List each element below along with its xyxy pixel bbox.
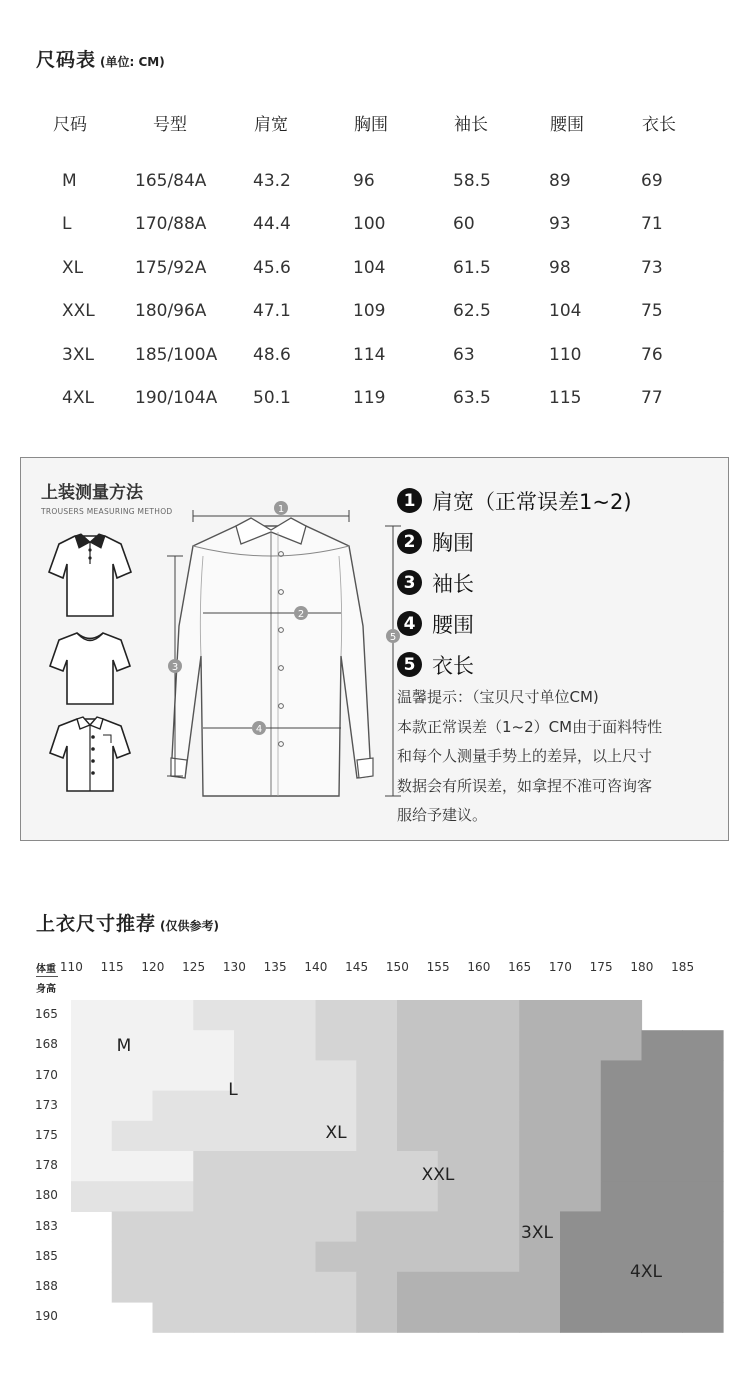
zone-label-4xl: 4XL: [630, 1262, 662, 1282]
zone-cell-l: [275, 1060, 316, 1091]
zone-cell-xxl: [397, 1121, 438, 1152]
zone-label-xxl: XXL: [421, 1165, 455, 1185]
zone-cell-l: [112, 1121, 153, 1152]
weight-tick: 130: [222, 960, 246, 974]
height-tick: 190: [35, 1309, 58, 1324]
zone-cell-3xl: [479, 1302, 520, 1333]
weight-tick: 115: [100, 960, 124, 974]
zone-cell-4xl: [560, 1272, 601, 1303]
table-cell: 104: [353, 258, 386, 278]
zone-cell-l: [316, 1060, 357, 1091]
zone-cell-xl: [316, 1151, 357, 1182]
zone-cell-4xl: [601, 1121, 642, 1152]
recommend-subtitle: (仅供参考): [160, 919, 219, 933]
table-cell: 93: [549, 214, 571, 234]
zone-cell-3xl: [519, 1151, 560, 1182]
table-cell: 48.6: [253, 345, 291, 365]
weight-tick: 180: [630, 960, 654, 974]
zone-cell-xl: [234, 1181, 275, 1212]
table-cell: 58.5: [453, 171, 491, 191]
height-tick: 188: [35, 1278, 58, 1293]
zone-cell-4xl: [682, 1121, 723, 1152]
column-header: 衣长: [642, 115, 676, 135]
table-cell: 71: [641, 214, 663, 234]
zone-cell-4xl: [560, 1302, 601, 1333]
zone-cell-xl: [275, 1302, 316, 1333]
zone-cell-xl: [193, 1242, 234, 1273]
zone-cell-3xl: [479, 1272, 520, 1303]
column-header: 袖长: [454, 115, 488, 135]
zone-cell-m: [153, 1030, 194, 1061]
zone-cell-xxl: [479, 1121, 520, 1152]
zone-cell-m: [112, 1060, 153, 1091]
zone-cell-xxl: [438, 1060, 479, 1091]
zone-cell-l: [275, 1091, 316, 1122]
zone-label-xl: XL: [325, 1123, 347, 1143]
zone-cell-xl: [234, 1272, 275, 1303]
table-cell: 76: [641, 345, 663, 365]
zone-cell-3xl: [438, 1272, 479, 1303]
zone-cell-m: [193, 1030, 234, 1061]
weight-axis-label: 体重: [36, 964, 56, 975]
zone-cell-xl: [316, 1272, 357, 1303]
weight-tick: 145: [345, 960, 369, 974]
zone-cell-xxl: [316, 1242, 357, 1273]
zone-cell-xl: [193, 1181, 234, 1212]
zone-cell-xxl: [397, 1000, 438, 1031]
zone-label-l: L: [228, 1080, 238, 1100]
marker-3: 3: [171, 662, 179, 673]
zone-cell-xxl: [397, 1242, 438, 1273]
zone-cell-3xl: [519, 1000, 560, 1031]
zone-cell-l: [275, 1030, 316, 1061]
height-tick: 178: [35, 1158, 58, 1173]
size-cell: M: [62, 171, 77, 191]
zone-cell-xxl: [479, 1151, 520, 1182]
zone-cell-l: [234, 1030, 275, 1061]
zone-cell-xl: [356, 1091, 397, 1122]
zone-cell-3xl: [560, 1091, 601, 1122]
weight-tick: 135: [263, 960, 287, 974]
zone-cell-l: [112, 1181, 153, 1212]
table-cell: 50.1: [253, 388, 291, 408]
table-cell: 62.5: [453, 301, 491, 321]
number-badge: 3: [397, 570, 422, 595]
zone-cell-4xl: [642, 1181, 683, 1212]
table-cell: 69: [641, 171, 663, 191]
marker-5: 5: [389, 632, 397, 643]
zone-cell-4xl: [642, 1091, 683, 1122]
zone-cell-3xl: [519, 1091, 560, 1122]
column-header: 号型: [153, 115, 187, 135]
zone-cell-l: [193, 1000, 234, 1031]
zone-cell-xl: [193, 1211, 234, 1242]
table-cell: 96: [353, 171, 375, 191]
zone-cell-xl: [397, 1181, 438, 1212]
zone-cell-4xl: [682, 1030, 723, 1061]
zone-cell-4xl: [682, 1181, 723, 1212]
zone-cell-4xl: [682, 1272, 723, 1303]
zone-cell-4xl: [682, 1060, 723, 1091]
zone-cell-xl: [275, 1151, 316, 1182]
zone-cell-xxl: [479, 1000, 520, 1031]
zone-cell-l: [234, 1060, 275, 1091]
zone-cell-xl: [275, 1272, 316, 1303]
table-cell: 75: [641, 301, 663, 321]
zone-cell-m: [71, 1091, 112, 1122]
weight-tick: 155: [426, 960, 450, 974]
zone-cell-xl: [356, 1060, 397, 1091]
weight-tick: 150: [385, 960, 409, 974]
tip-line: 服给予建议。: [397, 806, 488, 824]
zone-cell-xxl: [438, 1030, 479, 1061]
zone-label-m: M: [116, 1036, 132, 1056]
zone-cell-xl: [112, 1211, 153, 1242]
size-cell: L: [62, 214, 72, 234]
zone-cell-xl: [316, 1302, 357, 1333]
measure-title-en: TROUSERS MEASURING METHOD: [41, 507, 173, 516]
table-cell: 89: [549, 171, 571, 191]
zone-cell-3xl: [519, 1030, 560, 1061]
zone-cell-4xl: [682, 1151, 723, 1182]
size-cell: 3XL: [62, 345, 94, 365]
tip-line: 温馨提示：（宝贝尺寸单位CM): [397, 688, 599, 706]
measure-item-label: 腰围: [432, 612, 474, 637]
zone-cell-3xl: [560, 1030, 601, 1061]
zone-cell-4xl: [601, 1060, 642, 1091]
number-badge: 4: [397, 611, 422, 636]
zone-cell-4xl: [601, 1302, 642, 1333]
weight-tick: 120: [141, 960, 165, 974]
table-cell: 98: [549, 258, 571, 278]
zone-cell-m: [71, 1151, 112, 1182]
number-badge: 5: [397, 652, 422, 677]
zone-cell-xl: [356, 1000, 397, 1031]
zone-cell-4xl: [682, 1091, 723, 1122]
height-tick: 180: [35, 1188, 58, 1203]
zone-cell-4xl: [642, 1151, 683, 1182]
zone-cell-xxl: [438, 1242, 479, 1273]
table-cell: 115: [549, 388, 582, 408]
table-cell: 110: [549, 345, 582, 365]
table-cell: 190/104A: [135, 388, 218, 408]
zone-cell-4xl: [642, 1030, 683, 1061]
zone-cell-xxl: [479, 1181, 520, 1212]
weight-tick: 185: [671, 960, 695, 974]
zone-cell-xl: [316, 1030, 357, 1061]
weight-tick: 170: [548, 960, 572, 974]
zone-cell-xxl: [438, 1211, 479, 1242]
weight-tick: 175: [589, 960, 613, 974]
zone-cell-l: [153, 1121, 194, 1152]
zone-cell-4xl: [601, 1211, 642, 1242]
table-cell: 165/84A: [135, 171, 207, 191]
table-cell: 175/92A: [135, 258, 207, 278]
zone-label-3xl: 3XL: [521, 1223, 553, 1243]
table-cell: 100: [353, 214, 386, 234]
marker-4: 4: [255, 724, 263, 735]
zone-cell-3xl: [519, 1060, 560, 1091]
table-cell: 114: [353, 345, 386, 365]
zone-cell-xl: [112, 1242, 153, 1273]
zone-cell-l: [234, 1091, 275, 1122]
zone-cell-xxl: [438, 1091, 479, 1122]
zone-cell-xxl: [356, 1302, 397, 1333]
table-cell: 180/96A: [135, 301, 207, 321]
zone-cell-3xl: [519, 1242, 560, 1273]
zone-cell-3xl: [519, 1272, 560, 1303]
size-cell: 4XL: [62, 388, 94, 408]
zone-cell-4xl: [601, 1151, 642, 1182]
zone-cell-xxl: [438, 1000, 479, 1031]
measure-item-label: 袖长: [432, 571, 474, 596]
zone-cell-m: [71, 1030, 112, 1061]
zone-cell-3xl: [560, 1181, 601, 1212]
zone-cell-xl: [234, 1302, 275, 1333]
zone-cell-4xl: [682, 1302, 723, 1333]
zone-cell-4xl: [682, 1211, 723, 1242]
zone-cell-m: [153, 1060, 194, 1091]
zone-cell-3xl: [397, 1272, 438, 1303]
zone-cell-4xl: [642, 1302, 683, 1333]
zone-cell-xl: [193, 1151, 234, 1182]
zone-cell-xl: [112, 1272, 153, 1303]
zone-cell-3xl: [519, 1181, 560, 1212]
zone-cell-xl: [234, 1151, 275, 1182]
table-cell: 63.5: [453, 388, 491, 408]
weight-tick: 110: [59, 960, 83, 974]
table-cell: 170/88A: [135, 214, 207, 234]
zone-cell-l: [275, 1121, 316, 1152]
zone-cell-xl: [356, 1181, 397, 1212]
zone-cell-m: [112, 1151, 153, 1182]
zone-cell-3xl: [519, 1121, 560, 1152]
zone-cell-m: [153, 1000, 194, 1031]
measure-item-label: 衣长: [432, 653, 474, 678]
zone-cell-xxl: [479, 1091, 520, 1122]
zone-cell-4xl: [560, 1242, 601, 1273]
zone-cell-3xl: [560, 1151, 601, 1182]
recommend-title: 上衣尺寸推荐: [36, 913, 157, 935]
zone-cell-3xl: [519, 1302, 560, 1333]
zone-cell-l: [275, 1000, 316, 1031]
zone-cell-4xl: [601, 1181, 642, 1212]
zone-cell-xl: [275, 1242, 316, 1273]
height-tick: 165: [35, 1007, 58, 1022]
zone-cell-xl: [275, 1211, 316, 1242]
zone-cell-m: [112, 1091, 153, 1122]
table-cell: 73: [641, 258, 663, 278]
zone-cell-xxl: [438, 1181, 479, 1212]
zone-cell-xl: [234, 1211, 275, 1242]
zone-cell-l: [316, 1091, 357, 1122]
zone-cell-xl: [356, 1030, 397, 1061]
zone-cell-4xl: [642, 1211, 683, 1242]
zone-cell-3xl: [438, 1302, 479, 1333]
table-cell: 185/100A: [135, 345, 218, 365]
height-axis-label: 身高: [36, 984, 56, 995]
zone-cell-3xl: [601, 1000, 642, 1031]
zone-cell-3xl: [560, 1121, 601, 1152]
zone-cell-xxl: [479, 1211, 520, 1242]
zone-cell-4xl: [601, 1091, 642, 1122]
measure-item-label: 肩宽（正常误差1~2): [432, 489, 632, 514]
zone-cell-xl: [234, 1242, 275, 1273]
zone-cell-m: [71, 1000, 112, 1031]
zone-cell-xl: [316, 1000, 357, 1031]
zone-cell-xl: [193, 1272, 234, 1303]
zone-cell-xxl: [397, 1060, 438, 1091]
height-tick: 185: [35, 1248, 58, 1263]
column-header: 肩宽: [254, 115, 288, 135]
zone-cell-l: [153, 1091, 194, 1122]
height-tick: 168: [35, 1037, 58, 1052]
tip-line: 本款正常误差（1~2）CM由于面料特性: [397, 717, 663, 736]
zone-cell-xxl: [438, 1121, 479, 1152]
size-table-title: 尺码表: [36, 49, 97, 71]
zone-cell-3xl: [560, 1060, 601, 1091]
tip-line: 数据会有所误差，如拿捏不准可咨询客: [397, 776, 653, 795]
measure-item-label: 胸围: [432, 530, 474, 555]
table-cell: 61.5: [453, 258, 491, 278]
zone-cell-m: [71, 1121, 112, 1152]
zone-cell-xl: [356, 1121, 397, 1152]
zone-cell-l: [71, 1181, 112, 1212]
zone-cell-l: [234, 1000, 275, 1031]
zone-cell-xl: [193, 1302, 234, 1333]
number-badge: 1: [397, 488, 422, 513]
height-tick: 183: [35, 1218, 58, 1233]
zone-cell-xxl: [397, 1030, 438, 1061]
zone-cell-m: [112, 1000, 153, 1031]
zone-cell-4xl: [682, 1242, 723, 1273]
size-cell: XL: [62, 258, 84, 278]
column-header: 尺码: [53, 115, 87, 135]
marker-2: 2: [297, 609, 305, 620]
table-cell: 47.1: [253, 301, 291, 321]
height-tick: 175: [35, 1127, 58, 1142]
zone-cell-xxl: [356, 1211, 397, 1242]
table-cell: 104: [549, 301, 582, 321]
zone-cell-xxl: [356, 1242, 397, 1273]
zone-cell-xxl: [479, 1060, 520, 1091]
zone-cell-xxl: [356, 1272, 397, 1303]
table-cell: 109: [353, 301, 386, 321]
zone-cell-xl: [153, 1211, 194, 1242]
weight-tick: 165: [508, 960, 532, 974]
zone-cell-xl: [356, 1151, 397, 1182]
zone-cell-xl: [153, 1302, 194, 1333]
zone-cell-l: [153, 1181, 194, 1212]
column-header: 腰围: [550, 115, 584, 135]
table-cell: 77: [641, 388, 663, 408]
weight-tick: 140: [304, 960, 328, 974]
zone-cell-xl: [153, 1272, 194, 1303]
zone-cell-xl: [316, 1181, 357, 1212]
table-cell: 44.4: [253, 214, 291, 234]
table-cell: 45.6: [253, 258, 291, 278]
zone-cell-xxl: [397, 1091, 438, 1122]
table-cell: 60: [453, 214, 475, 234]
zone-cell-4xl: [642, 1121, 683, 1152]
table-cell: 119: [353, 388, 386, 408]
size-table-unit: (单位: CM): [100, 55, 165, 69]
size-cell: XXL: [62, 301, 95, 321]
marker-1: 1: [277, 504, 285, 515]
zone-cell-xl: [275, 1181, 316, 1212]
measure-title: 上装测量方法: [41, 483, 143, 503]
zone-cell-l: [234, 1121, 275, 1152]
weight-tick: 160: [467, 960, 491, 974]
zone-cell-4xl: [560, 1211, 601, 1242]
zone-cell-m: [71, 1060, 112, 1091]
table-cell: 43.2: [253, 171, 291, 191]
number-badge: 2: [397, 529, 422, 554]
zone-cell-xxl: [479, 1242, 520, 1273]
zone-cell-xl: [316, 1211, 357, 1242]
column-header: 胸围: [354, 115, 388, 135]
zone-cell-3xl: [397, 1302, 438, 1333]
height-tick: 170: [35, 1067, 58, 1082]
height-tick: 173: [35, 1097, 58, 1112]
zone-cell-xxl: [397, 1211, 438, 1242]
zone-cell-l: [193, 1121, 234, 1152]
tip-line: 和每个人测量手势上的差异，以上尺寸: [397, 747, 653, 765]
zone-cell-4xl: [642, 1060, 683, 1091]
weight-tick: 125: [182, 960, 206, 974]
zone-cell-xl: [153, 1242, 194, 1273]
zone-cell-3xl: [601, 1030, 642, 1061]
zone-cell-xxl: [479, 1030, 520, 1061]
zone-cell-m: [153, 1151, 194, 1182]
zone-cell-3xl: [560, 1000, 601, 1031]
table-cell: 63: [453, 345, 475, 365]
